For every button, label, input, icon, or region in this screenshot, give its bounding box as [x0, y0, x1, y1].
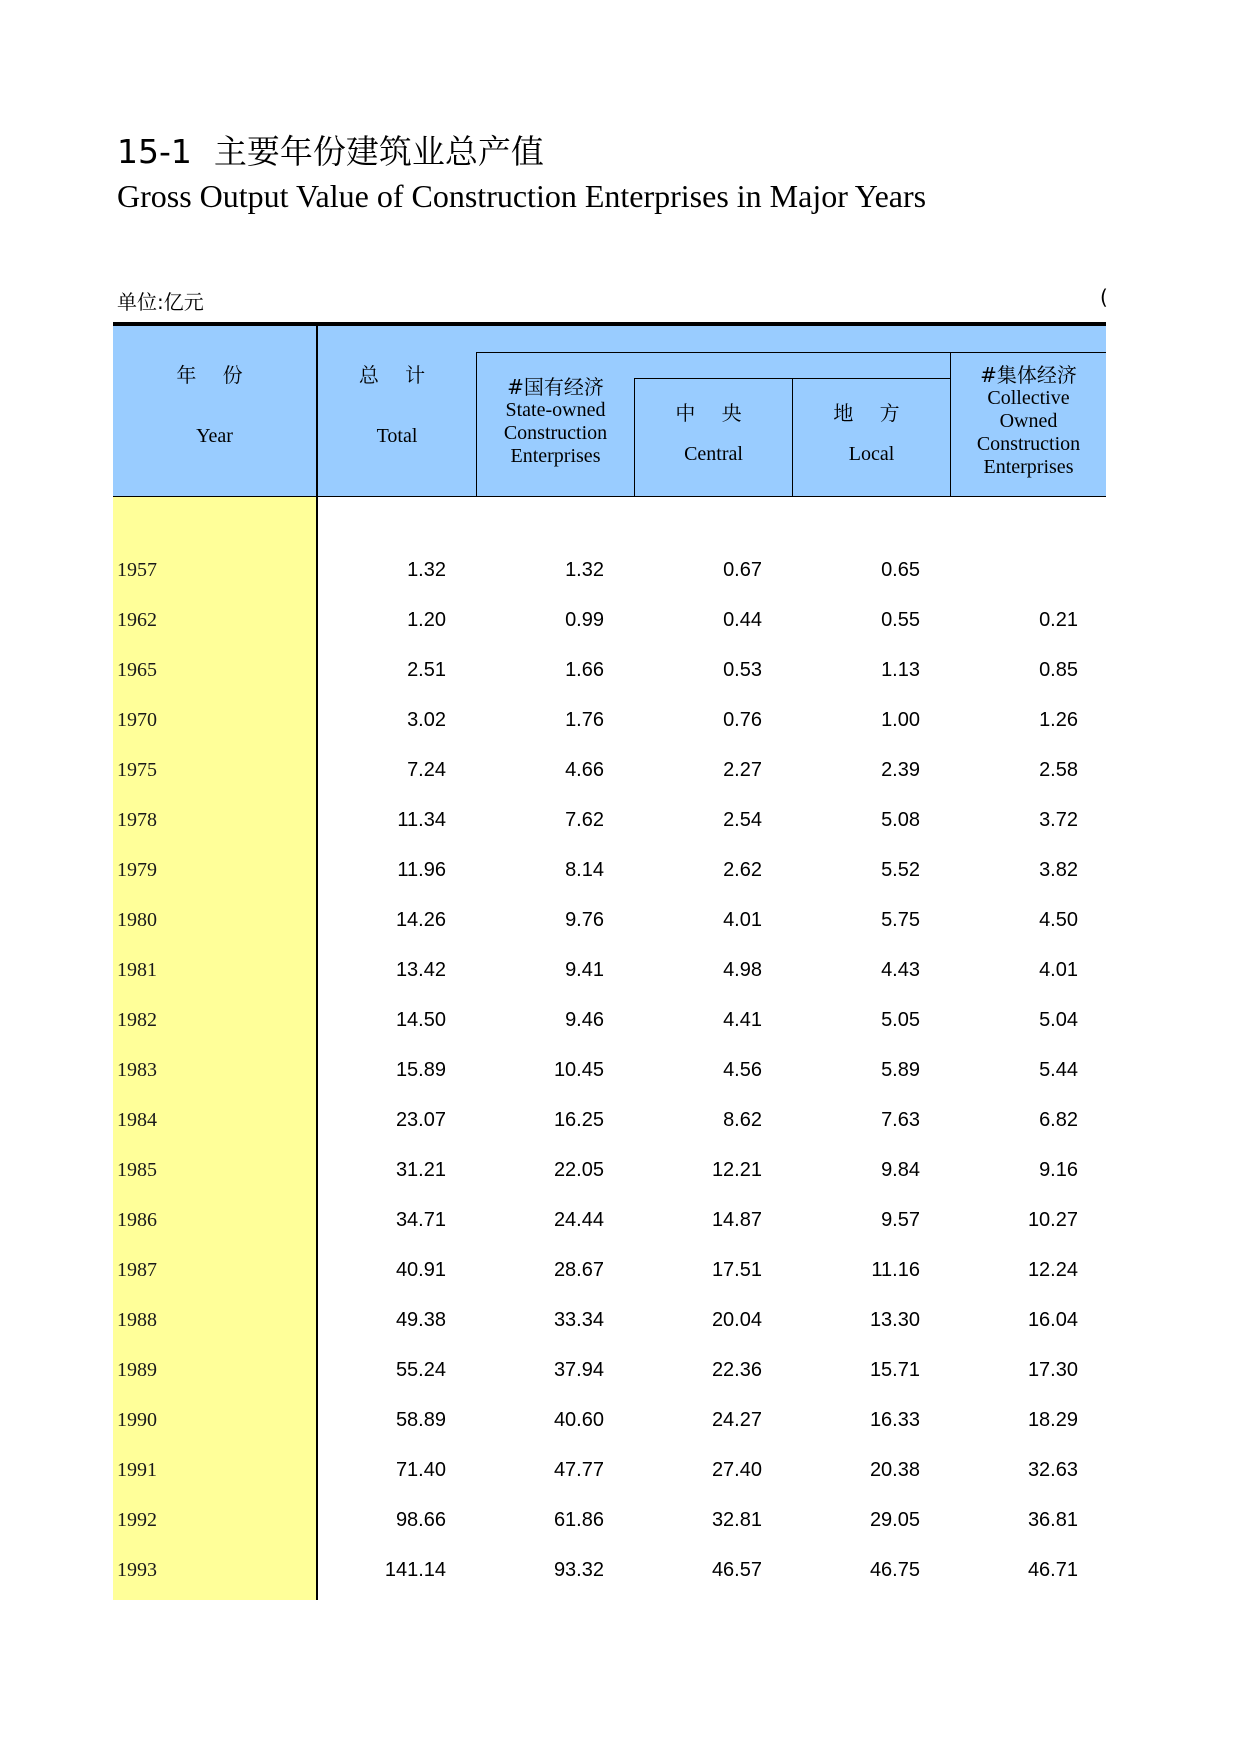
cell-collective: 9.16 — [1039, 1159, 1078, 1181]
cell-local: 11.16 — [871, 1259, 920, 1281]
cell-state: 22.05 — [553, 1159, 604, 1181]
cell-total: 14.50 — [395, 1009, 446, 1031]
cell-year: 1979 — [117, 859, 157, 881]
header-total-en: Total — [376, 425, 418, 447]
cell-local: 5.08 — [881, 809, 920, 831]
table-row — [113, 809, 1106, 839]
table-row — [113, 1109, 1106, 1139]
table-row — [113, 1159, 1106, 1189]
cell-central: 32.81 — [711, 1509, 762, 1531]
cell-year: 1962 — [117, 609, 157, 631]
cell-collective: 17.30 — [1027, 1359, 1078, 1381]
cell-year: 1988 — [117, 1309, 157, 1331]
table-row — [113, 1509, 1106, 1539]
cell-central: 12.21 — [711, 1159, 762, 1181]
table-row — [113, 1359, 1106, 1389]
cell-collective: 0.85 — [1039, 659, 1078, 681]
cell-year: 1965 — [117, 659, 157, 681]
header-year-cn: 年 份 — [176, 363, 253, 387]
cell-state: 40.60 — [553, 1409, 604, 1431]
title-cn-text: 主要年份建筑业总产值 — [213, 132, 544, 171]
table-row — [113, 1309, 1106, 1339]
cell-year: 1986 — [117, 1209, 157, 1231]
cell-state: 93.32 — [553, 1559, 604, 1581]
cell-local: 1.00 — [881, 709, 920, 731]
header-state-owned — [477, 376, 634, 468]
cell-year: 1981 — [117, 959, 157, 981]
cell-total: 58.89 — [395, 1409, 446, 1431]
header-state-en-2: Construction — [503, 422, 608, 444]
header-year-en: Year — [196, 425, 233, 447]
header-central-cn: 中 央 — [675, 401, 752, 425]
header-subgroup-line — [634, 378, 951, 379]
cell-state: 0.99 — [565, 609, 604, 631]
cell-local: 15.71 — [869, 1359, 920, 1381]
table-row — [113, 1559, 1106, 1589]
cell-central: 0.44 — [723, 609, 762, 631]
cell-state: 8.14 — [565, 859, 604, 881]
cell-total: 40.91 — [395, 1259, 446, 1281]
page-title-english: Gross Output Value of Construction Enterprises in Major Years — [117, 178, 927, 214]
cell-local: 5.89 — [881, 1059, 920, 1081]
table-row — [113, 759, 1106, 789]
cell-year: 1993 — [117, 1559, 157, 1581]
cell-collective: 10.27 — [1027, 1209, 1078, 1231]
cell-local: 9.57 — [881, 1209, 920, 1231]
cell-state: 47.77 — [553, 1459, 604, 1481]
cell-year: 1970 — [117, 709, 157, 731]
cell-local: 4.43 — [881, 959, 920, 981]
cell-central: 4.98 — [723, 959, 762, 981]
cell-collective: 16.04 — [1027, 1309, 1078, 1331]
cell-year: 1957 — [117, 559, 157, 581]
cell-central: 4.01 — [723, 909, 762, 931]
cell-state: 9.41 — [565, 959, 604, 981]
cell-year: 1987 — [117, 1259, 157, 1281]
cell-total: 7.24 — [407, 759, 446, 781]
cell-year: 1983 — [117, 1059, 157, 1081]
cell-central: 22.36 — [711, 1359, 762, 1381]
header-state-en-1: State-owned — [505, 399, 606, 421]
cell-collective: 12.24 — [1027, 1259, 1078, 1281]
cell-year: 1985 — [117, 1159, 157, 1181]
table-row — [113, 559, 1106, 589]
cell-central: 2.54 — [723, 809, 762, 831]
cell-collective: 2.58 — [1039, 759, 1078, 781]
header-local-en: Local — [848, 443, 895, 465]
table-row — [113, 609, 1106, 639]
cell-local: 7.63 — [881, 1109, 920, 1131]
cell-central: 17.51 — [711, 1259, 762, 1281]
header-central — [635, 402, 792, 466]
table-row — [113, 909, 1106, 939]
cell-total: 11.96 — [397, 859, 446, 881]
cell-central: 0.67 — [723, 559, 762, 581]
cell-total: 23.07 — [395, 1109, 446, 1131]
cell-local: 5.05 — [881, 1009, 920, 1031]
cell-local: 46.75 — [869, 1559, 920, 1581]
unit-label: 单位:亿元 — [117, 290, 204, 314]
cell-central: 2.62 — [723, 859, 762, 881]
cell-central: 2.27 — [723, 759, 762, 781]
table-row — [113, 1459, 1106, 1489]
cell-year: 1990 — [117, 1409, 157, 1431]
cell-central: 8.62 — [723, 1109, 762, 1131]
cell-total: 14.26 — [395, 909, 446, 931]
table-row — [113, 1059, 1106, 1089]
cell-central: 14.87 — [711, 1209, 762, 1231]
cell-total: 1.20 — [407, 609, 446, 631]
cell-collective: 4.50 — [1039, 909, 1078, 931]
cell-state: 1.76 — [565, 709, 604, 731]
cell-local: 0.65 — [881, 559, 920, 581]
table-row — [113, 659, 1106, 689]
cell-year: 1978 — [117, 809, 157, 831]
cell-year: 1991 — [117, 1459, 157, 1481]
table-number: 15-1 — [117, 132, 192, 171]
table-row — [113, 1009, 1106, 1039]
cell-state: 16.25 — [553, 1109, 604, 1131]
table-row — [113, 1259, 1106, 1289]
header-total-cn: 总 计 — [358, 363, 436, 387]
cell-central: 0.76 — [723, 709, 762, 731]
cell-total: 141.14 — [384, 1559, 446, 1581]
cell-local: 5.75 — [881, 909, 920, 931]
cell-central: 4.56 — [723, 1059, 762, 1081]
cell-local: 29.05 — [869, 1509, 920, 1531]
cell-central: 20.04 — [711, 1309, 762, 1331]
cell-collective: 3.72 — [1039, 809, 1078, 831]
cell-local: 20.38 — [869, 1459, 920, 1481]
cell-collective: 32.63 — [1027, 1459, 1078, 1481]
cell-year: 1975 — [117, 759, 157, 781]
cell-local: 1.13 — [881, 659, 920, 681]
cell-collective: 6.82 — [1039, 1109, 1078, 1131]
cell-total: 71.40 — [395, 1459, 446, 1481]
cell-state: 24.44 — [553, 1209, 604, 1231]
cell-central: 27.40 — [711, 1459, 762, 1481]
table-row — [113, 959, 1106, 989]
cell-total: 3.02 — [407, 709, 446, 731]
cell-total: 34.71 — [395, 1209, 446, 1231]
cell-total: 2.51 — [407, 659, 446, 681]
cell-state: 37.94 — [553, 1359, 604, 1381]
cell-total: 15.89 — [395, 1059, 446, 1081]
cell-collective: 36.81 — [1027, 1509, 1078, 1531]
header-central-en: Central — [684, 443, 743, 465]
cell-collective: 5.04 — [1039, 1009, 1078, 1031]
cell-collective: 3.82 — [1039, 859, 1078, 881]
cell-collective: 5.44 — [1039, 1059, 1078, 1081]
cell-collective: 1.26 — [1039, 709, 1078, 731]
cell-year: 1989 — [117, 1359, 157, 1381]
cell-central: 46.57 — [711, 1559, 762, 1581]
cell-total: 49.38 — [395, 1309, 446, 1331]
cell-state: 9.46 — [565, 1009, 604, 1031]
cell-total: 98.66 — [395, 1509, 446, 1531]
table-header — [113, 326, 1106, 497]
table-row — [113, 1409, 1106, 1439]
cell-collective: 0.21 — [1039, 609, 1078, 631]
cell-state: 4.66 — [565, 759, 604, 781]
header-state-en-3: Enterprises — [510, 445, 601, 467]
cell-local: 2.39 — [881, 759, 920, 781]
header-state-cn: #国有经济 — [507, 375, 604, 399]
header-collective-en-3: Construction — [976, 433, 1081, 455]
cell-total: 13.42 — [395, 959, 446, 981]
cell-state: 10.45 — [553, 1059, 604, 1081]
header-group-top-line — [476, 352, 1106, 353]
header-local — [793, 402, 950, 466]
clipped-edge-text: ( — [1100, 285, 1108, 307]
cell-state: 7.62 — [565, 809, 604, 831]
cell-collective: 46.71 — [1027, 1559, 1078, 1581]
cell-year: 1992 — [117, 1509, 157, 1531]
table-row — [113, 709, 1106, 739]
header-collective-en-2: Owned — [999, 410, 1058, 432]
cell-year: 1980 — [117, 909, 157, 931]
cell-central: 24.27 — [711, 1409, 762, 1431]
cell-total: 1.32 — [407, 559, 446, 581]
cell-total: 11.34 — [397, 809, 446, 831]
cell-state: 33.34 — [553, 1309, 604, 1331]
header-collective-en-1: Collective — [987, 387, 1070, 409]
header-local-cn: 地 方 — [833, 401, 910, 425]
cell-local: 5.52 — [881, 859, 920, 881]
cell-central: 0.53 — [723, 659, 762, 681]
table-row — [113, 859, 1106, 889]
cell-year: 1982 — [117, 1009, 157, 1031]
header-collective — [951, 364, 1106, 479]
header-year — [113, 364, 316, 448]
cell-total: 55.24 — [395, 1359, 446, 1381]
cell-local: 9.84 — [881, 1159, 920, 1181]
cell-central: 4.41 — [723, 1009, 762, 1031]
cell-state: 1.66 — [565, 659, 604, 681]
table-row — [113, 1209, 1106, 1239]
page-title-chinese — [117, 126, 544, 173]
cell-state: 1.32 — [565, 559, 604, 581]
cell-local: 0.55 — [881, 609, 920, 631]
cell-total: 31.21 — [395, 1159, 446, 1181]
cell-state: 61.86 — [553, 1509, 604, 1531]
cell-local: 13.30 — [869, 1309, 920, 1331]
cell-state: 28.67 — [553, 1259, 604, 1281]
cell-state: 9.76 — [565, 909, 604, 931]
cell-local: 16.33 — [869, 1409, 920, 1431]
header-collective-en-4: Enterprises — [983, 456, 1074, 478]
header-total — [318, 364, 476, 448]
cell-collective: 4.01 — [1039, 959, 1078, 981]
header-collective-cn: #集体经济 — [980, 363, 1077, 387]
cell-year: 1984 — [117, 1109, 157, 1131]
cell-collective: 18.29 — [1027, 1409, 1078, 1431]
